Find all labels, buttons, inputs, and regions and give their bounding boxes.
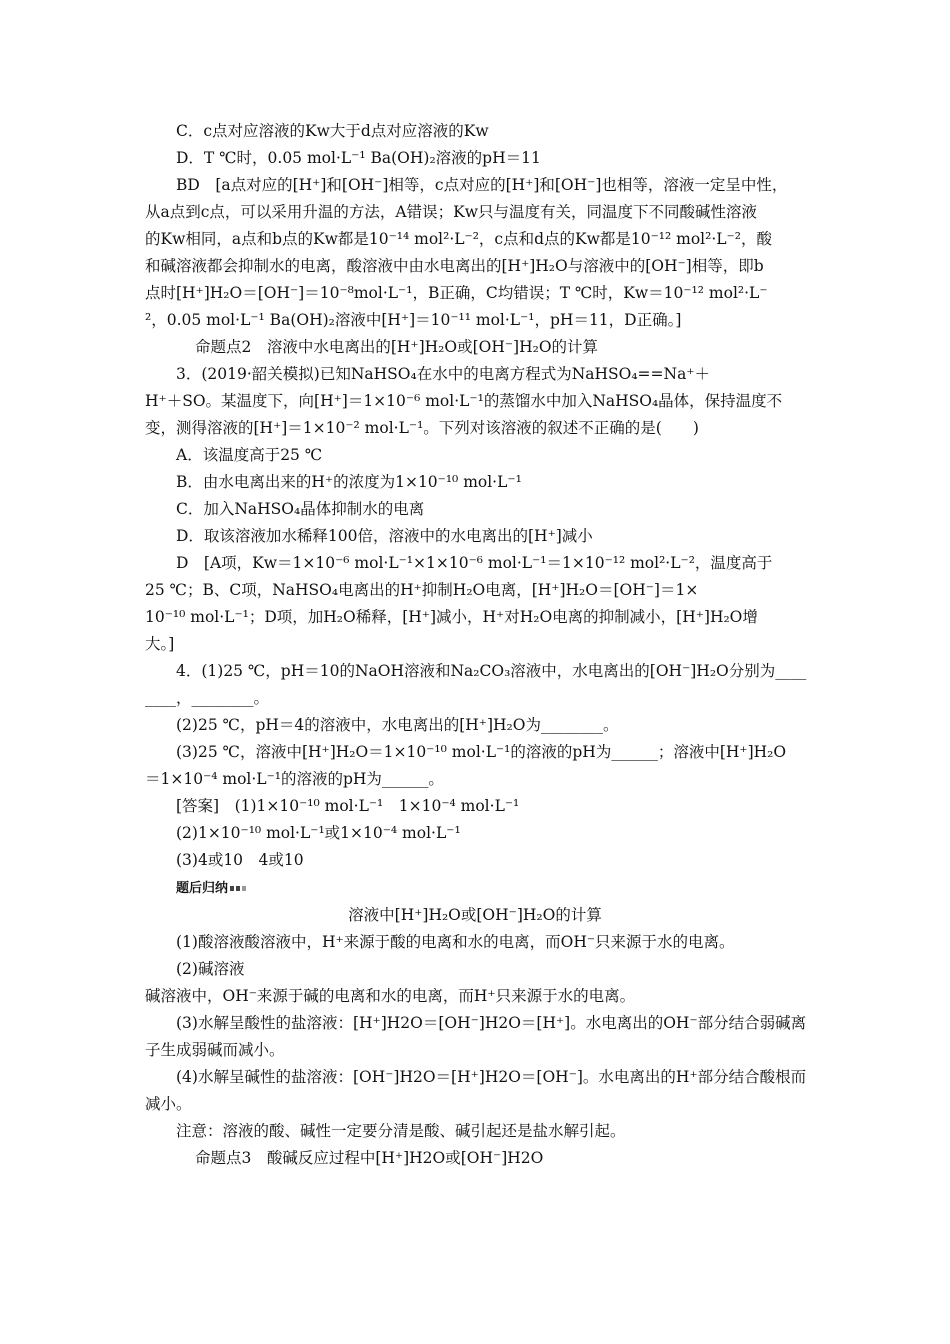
explanation-line: 点时[H⁺]H₂O＝[OH⁻]＝10⁻⁸mol·L⁻¹，B正确，C均错误；T ℃时，Kw＝10⁻¹² mol²·L⁻ — [145, 284, 768, 302]
question-3-stem: 变，测得溶液的[H⁺]＝1×10⁻² mol·L⁻¹。下列对该溶液的叙述不正确的是( ) — [145, 419, 699, 437]
explanation-line: 和碱溶液都会抑制水的电离，酸溶液中由水电离出的[H⁺]H₂O与溶液中的[OH⁻]相等，即b — [145, 257, 764, 275]
question-4-part-3: (3)25 ℃，溶液中[H⁺]H₂O＝1×10⁻¹⁰ mol·L⁻¹的溶液的pH为______；溶液中[H⁺]H₂O — [176, 743, 787, 761]
option-c-line: C．c点对应溶液的Kw大于d点对应溶液的Kw — [176, 122, 489, 140]
explanation-line: 大。] — [145, 635, 175, 653]
answer-line: (3)4或10 4或10 — [176, 851, 304, 869]
explanation-line: 的Kw相同，a点和b点的Kw都是10⁻¹⁴ mol²·L⁻²，c点和d点的Kw都是10⁻¹² mol²·L⁻²，酸 — [145, 230, 772, 248]
explanation-line: 10⁻¹⁰ mol·L⁻¹；D项，加H₂O稀释，[H⁺]减小，H⁺对H₂O电离的抑制减小，[H⁺]H₂O增 — [145, 608, 758, 626]
option-d-line: D．T ℃时，0.05 mol·L⁻¹ Ba(OH)₂溶液的pH＝11 — [176, 149, 541, 167]
explanation-line: ²，0.05 mol·L⁻¹ Ba(OH)₂溶液中[H⁺]＝10⁻¹¹ mol·L⁻¹，pH＝11，D正确。] — [145, 311, 682, 329]
section-heading-2: 命题点2 溶液中水电离出的[H⁺]H₂O或[OH⁻]H₂O的计算 — [195, 338, 599, 356]
summary-point-2: (2)碱溶液 — [176, 960, 245, 978]
option-b: B．由水电离出来的H⁺的浓度为1×10⁻¹⁰ mol·L⁻¹ — [176, 473, 522, 491]
summary-point-4-cont: 减小。 — [145, 1095, 192, 1113]
question-4-part-3-cont: ＝1×10⁻⁴ mol·L⁻¹的溶液的pH为______。 — [145, 770, 444, 788]
question-3-stem: 3．(2019·韶关模拟)已知NaHSO₄在水中的电离方程式为NaHSO₄==Na⁺＋ — [176, 365, 711, 383]
answer-line: (2)1×10⁻¹⁰ mol·L⁻¹或1×10⁻⁴ mol·L⁻¹ — [176, 824, 461, 842]
option-c: C．加入NaHSO₄晶体抑制水的电离 — [176, 500, 425, 518]
summary-point-1: (1)酸溶液酸溶液中，H⁺来源于酸的电离和水的电离，而OH⁻只来源于水的电离。 — [176, 933, 735, 951]
summary-tag-row — [145, 874, 805, 902]
tag-decoration — [236, 886, 240, 891]
summary-title: 溶液中[H⁺]H₂O或[OH⁻]H₂O的计算 — [348, 906, 602, 924]
question-4-part-2: (2)25 ℃，pH＝4的溶液中，水电离出的[H⁺]H₂O为________。 — [176, 716, 619, 734]
summary-note: 注意：溶液的酸、碱性一定要分清是酸、碱引起还是盐水解引起。 — [176, 1122, 626, 1140]
summary-point-4: (4)水解呈碱性的盐溶液：[OH⁻]H2O＝[H⁺]H2O＝[OH⁻]。水电离出的H⁺部分结合酸根而 — [176, 1068, 807, 1086]
option-a: A．该温度高于25 ℃ — [176, 446, 323, 464]
question-3-stem: H⁺＋SO。某温度下，向[H⁺]＝1×10⁻⁶ mol·L⁻¹的蒸馏水中加入NaHSO₄晶体，保持温度不 — [145, 392, 783, 410]
option-d: D．取该溶液加水稀释100倍，溶液中的水电离出的[H⁺]减小 — [176, 527, 593, 545]
summary-point-2-body: 碱溶液中，OH⁻来源于碱的电离和水的电离，而H⁺只来源于水的电离。 — [145, 987, 636, 1005]
explanation-line: 从a点到c点，可以采用升温的方法，A错误；Kw只与温度有关，同温度下不同酸碱性溶液 — [145, 203, 757, 221]
question-4-part-1: 4．(1)25 ℃，pH＝10的NaOH溶液和Na₂CO₃溶液中，水电离出的[OH⁻]H₂O分别为____ — [176, 662, 807, 680]
document-page — [145, 118, 805, 1172]
answer-explanation-line: BD [a点对应的[H⁺]和[OH⁻]相等，c点对应的[H⁺]和[OH⁻]也相等，溶液一定呈中性， — [176, 176, 788, 194]
explanation-line: 25 ℃；B、C项，NaHSO₄电离出的H⁺抑制H₂O电离，[H⁺]H₂O＝[OH⁻]＝1× — [145, 581, 699, 599]
tag-decoration — [230, 886, 234, 891]
question-4-part-1-blanks: ____，________。 — [145, 689, 270, 707]
summary-point-3-cont: 子生成弱碱而减小。 — [145, 1041, 285, 1059]
tag-decoration — [242, 886, 246, 891]
answer-explanation-line: D [A项，Kw＝1×10⁻⁶ mol·L⁻¹×1×10⁻⁶ mol·L⁻¹＝1×10⁻¹² mol²·L⁻²，温度高于 — [176, 554, 773, 572]
summary-tag: 题后归纳 — [176, 881, 229, 896]
answer-line: [答案] (1)1×10⁻¹⁰ mol·L⁻¹ 1×10⁻⁴ mol·L⁻¹ — [176, 797, 520, 815]
section-heading-3: 命题点3 酸碱反应过程中[H⁺]H2O或[OH⁻]H2O — [195, 1149, 544, 1167]
summary-point-3: (3)水解呈酸性的盐溶液：[H⁺]H2O＝[OH⁻]H2O＝[H⁺]。水电离出的OH⁻部分结合弱碱离 — [176, 1014, 807, 1032]
